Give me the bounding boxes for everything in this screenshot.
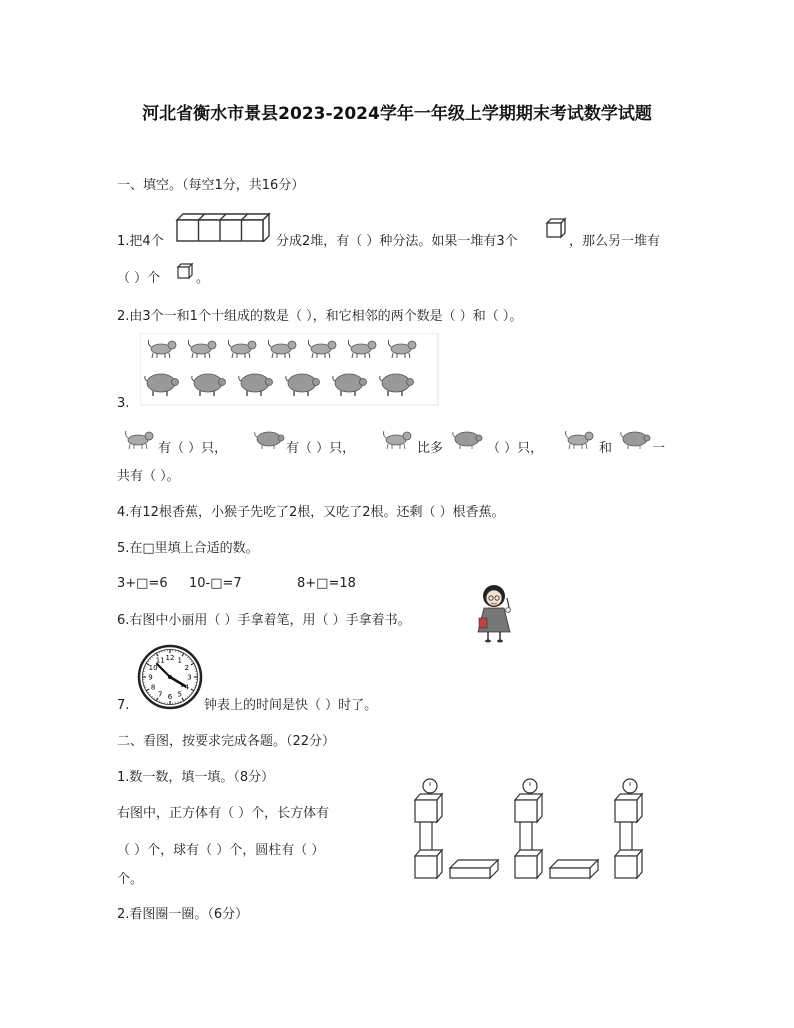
q5-equation-2: 10-□=7 [189, 576, 242, 591]
s2q1-line3: 个。 [117, 872, 144, 887]
clock-image [137, 644, 203, 710]
girl-image [474, 582, 516, 644]
clock-numeral: 7 [158, 690, 163, 699]
pig-icon [252, 428, 286, 450]
q1-text-a: 1.把4个 [117, 234, 164, 249]
dog-icon-2 [381, 428, 413, 450]
animals-image [140, 333, 440, 407]
s2q1-label: 1.数一数，填一填。（8分） [117, 770, 275, 785]
four-cubes-image [175, 212, 271, 242]
q1-text-e: 。 [196, 271, 210, 286]
q3-number: 3. [117, 396, 130, 411]
clock-numeral: 3 [187, 673, 192, 682]
q1-text-c: ，那么另一堆有 [569, 234, 661, 249]
s2q1-line2: （ ）个，球有（ ）个，圆柱有（ ） [117, 843, 325, 858]
pig-icon-3 [618, 428, 652, 450]
section2-heading: 二、看图，按要求完成各题。（22分） [117, 734, 336, 749]
q2-text: 2.由3个一和1个十组成的数是（ ），和它相邻的两个数是（ ）和（ ）。 [117, 309, 523, 324]
clock-numeral: 8 [150, 683, 156, 692]
clock-numeral: 5 [177, 690, 182, 699]
clock-numeral: 10 [148, 663, 158, 672]
section1-heading: 一、填空。（每空1分，共16分） [117, 178, 305, 193]
shapes-figure [410, 774, 650, 882]
pig-icon-2 [450, 428, 484, 450]
clock-numeral: 4 [184, 683, 190, 692]
page-title: 河北省衡水市景县2023-2024学年一年级上学期期末考试数学试题 [142, 104, 652, 124]
q3-text-f: 一 [652, 441, 666, 456]
clock-numeral: 2 [184, 663, 190, 672]
q5-label: 5.在□里填上合适的数。 [117, 541, 259, 556]
clock-numeral: 11 [155, 656, 165, 665]
q1-text-d: （ ）个 [117, 271, 161, 286]
clock-numeral: 1 [177, 656, 182, 665]
q3-text-b: 有（ ）只， [286, 441, 356, 456]
small-cube-icon [545, 217, 567, 239]
q4-text: 4.有12根香蕉，小猴子先吃了2根，又吃了2根。还剩（ ）根香蕉。 [117, 505, 505, 520]
dog-icon-3 [563, 428, 595, 450]
clock-numeral: 12 [165, 654, 175, 663]
q3-text-a: 有（ ）只， [158, 441, 228, 456]
q3-text-line2: 共有（ ）。 [117, 469, 180, 484]
s2q2-label: 2.看图圈一圈。（6分） [117, 907, 249, 922]
q7-number: 7. [117, 698, 130, 713]
dog-icon [123, 428, 155, 450]
q5-equation-3: 8+□=18 [297, 576, 356, 591]
s2q1-line1: 右图中，正方体有（ ）个，长方体有 [117, 806, 330, 821]
small-cube-icon-2 [176, 262, 194, 280]
q3-text-c: 比多 [417, 441, 444, 456]
q7-text: 钟表上的时间是快（ ）时了。 [204, 698, 378, 713]
clock-numeral: 6 [167, 693, 173, 702]
q6-text: 6.右图中小丽用（ ）手拿着笔，用（ ）手拿着书。 [117, 613, 411, 628]
q3-text-d: （ ）只， [487, 441, 544, 456]
q5-equation-1: 3+□=6 [117, 576, 168, 591]
clock-numeral: 9 [148, 673, 153, 682]
q3-text-e: 和 [599, 441, 613, 456]
q1-text-b: 分成2堆，有（ ）种分法。如果一堆有3个 [276, 234, 518, 249]
